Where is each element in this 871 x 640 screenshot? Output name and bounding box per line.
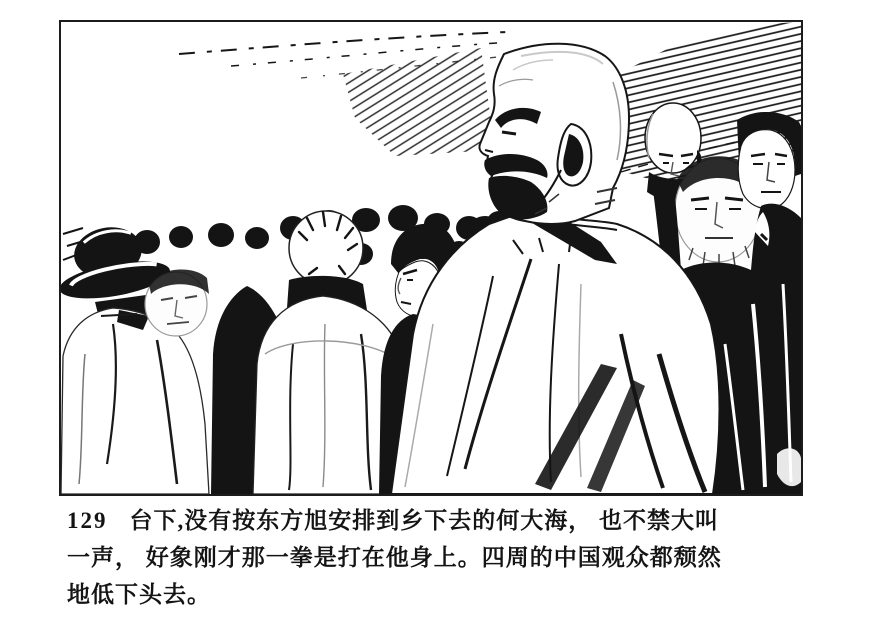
hatch-left-of-head [343,48,495,156]
comic-illustration [61,22,801,494]
fedora-man [61,218,209,494]
sketched-elder-face [145,269,209,336]
caption [67,502,827,613]
caption-line-1 [67,502,827,539]
caption-text-1: 台下,没有按东方旭安排到乡下去的何大海， 也不禁大叫 [129,508,719,533]
panel-number: 129 [67,508,108,533]
comic-panel [59,20,803,496]
caption-line-3: 地低下头去。 [67,582,211,607]
young-man-right [737,112,801,209]
caption-line-2: 一声， 好象刚才那一拳是打在他身上。四周的中国观众都颓然 [67,545,722,570]
